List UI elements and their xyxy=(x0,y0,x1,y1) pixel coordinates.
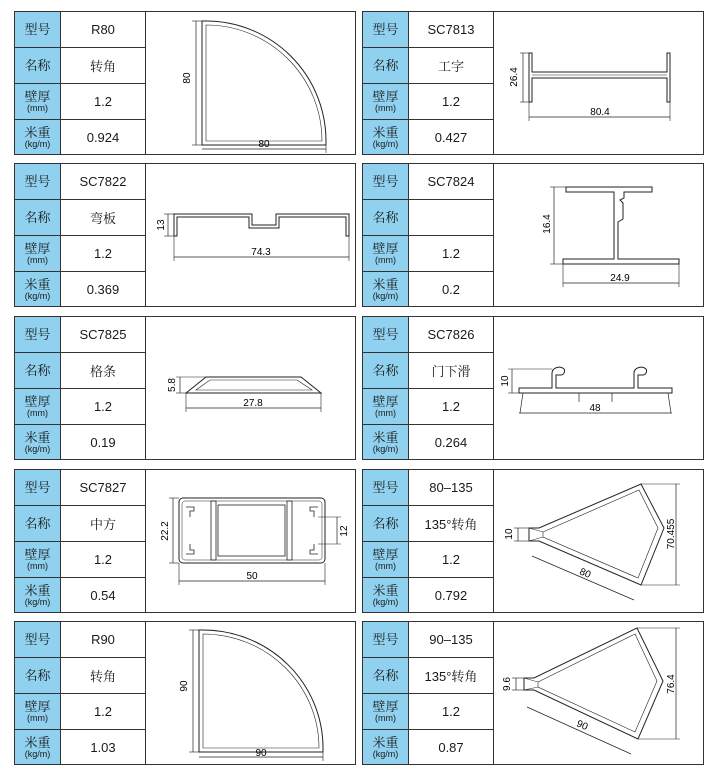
model-value: SC7826 xyxy=(427,327,475,342)
wall-label: 壁厚 xyxy=(24,241,51,256)
name-label-cell xyxy=(15,200,61,236)
wall-label-cell xyxy=(363,694,409,730)
wall-value-cell xyxy=(409,694,494,730)
wall-label: 壁厚 xyxy=(372,394,399,409)
profile-card-r90 xyxy=(14,621,356,765)
dim-length: 90 xyxy=(574,718,590,734)
profile-drawing xyxy=(146,470,355,612)
weight-label: 米重 xyxy=(372,734,399,750)
profile-outline xyxy=(199,630,323,752)
model-value-cell xyxy=(409,164,494,200)
weight-label-cell xyxy=(15,578,61,612)
name-label: 名称 xyxy=(24,363,51,378)
wall-value: 1.2 xyxy=(93,399,113,414)
profile-outline xyxy=(563,187,679,264)
profile-outline xyxy=(174,214,349,236)
wall-value-cell xyxy=(61,84,146,120)
wall-label: 壁厚 xyxy=(24,394,51,409)
name-label-cell xyxy=(363,506,409,542)
weight-value-cell xyxy=(61,730,146,764)
profile-inner xyxy=(196,380,312,390)
name-label: 名称 xyxy=(24,668,51,683)
wall-label: 壁厚 xyxy=(24,547,51,562)
wall-label-cell xyxy=(15,236,61,272)
wall-value: 1.2 xyxy=(93,704,113,719)
dim-width: 90 xyxy=(255,748,267,759)
model-value-cell xyxy=(409,470,494,506)
name-label: 名称 xyxy=(24,210,51,225)
weight-label-cell xyxy=(15,425,61,459)
model-value-cell xyxy=(61,164,146,200)
profile-card-sc7824 xyxy=(362,163,704,307)
weight-value-cell xyxy=(61,425,146,459)
weight-value: 0.924 xyxy=(86,129,120,145)
dim-height: 10 xyxy=(500,375,511,387)
wall-label-cell xyxy=(363,84,409,120)
wall-value: 1.2 xyxy=(441,94,461,109)
profile-card-sc7825 xyxy=(14,316,356,460)
model-label-cell xyxy=(15,622,61,658)
wall-value-cell xyxy=(409,84,494,120)
profile-outline xyxy=(202,21,326,145)
wall-label: 壁厚 xyxy=(372,699,399,714)
model-value-cell xyxy=(61,12,146,48)
model-label: 型号 xyxy=(24,480,51,495)
weight-label: 米重 xyxy=(372,276,399,292)
wall-value: 1.2 xyxy=(93,552,113,567)
dim-diagonal: 70.455 xyxy=(666,518,677,550)
name-label: 名称 xyxy=(24,58,51,73)
profile-outline xyxy=(519,367,672,393)
profile-drawing xyxy=(494,164,703,306)
name-value: 135°转角 xyxy=(424,517,478,532)
wall-label: 壁厚 xyxy=(372,241,399,256)
name-value-cell xyxy=(61,658,146,694)
profile-inner xyxy=(543,490,658,578)
model-value-cell xyxy=(61,622,146,658)
name-label: 名称 xyxy=(24,516,51,531)
wall-unit: (mm) xyxy=(27,713,48,723)
dim-height: 80 xyxy=(182,72,193,84)
wall-value: 1.2 xyxy=(441,246,461,261)
model-value: SC7824 xyxy=(427,174,475,189)
model-value: SC7825 xyxy=(79,327,127,342)
name-value: 转角 xyxy=(89,669,116,684)
dim-width: 80 xyxy=(258,139,270,150)
dim-width: 50 xyxy=(246,571,258,582)
model-label-cell xyxy=(363,622,409,658)
profile-drawing xyxy=(494,12,703,154)
model-value-cell xyxy=(61,470,146,506)
wall-unit: (mm) xyxy=(375,713,396,723)
dim-width: 24.9 xyxy=(610,273,630,284)
weight-value: 0.2 xyxy=(441,281,461,297)
model-label: 型号 xyxy=(24,22,51,37)
wall-unit: (mm) xyxy=(27,255,48,265)
profile-card-sc7822 xyxy=(14,163,356,307)
profile-outline xyxy=(524,628,663,739)
wall-unit: (mm) xyxy=(375,255,396,265)
name-label-cell xyxy=(15,658,61,694)
weight-value-cell xyxy=(409,578,494,612)
wall-label: 壁厚 xyxy=(24,699,51,714)
wall-label: 壁厚 xyxy=(372,89,399,104)
weight-label: 米重 xyxy=(372,582,399,598)
weight-value: 0.264 xyxy=(434,434,468,450)
weight-value-cell xyxy=(409,730,494,764)
name-label: 名称 xyxy=(372,363,399,378)
model-label: 型号 xyxy=(372,632,399,647)
weight-value: 0.427 xyxy=(434,129,468,145)
model-label-cell xyxy=(15,164,61,200)
weight-value: 0.19 xyxy=(90,434,116,450)
model-value: SC7813 xyxy=(427,22,475,37)
weight-value: 0.87 xyxy=(438,739,464,755)
wall-label-cell xyxy=(15,389,61,425)
name-value-cell xyxy=(61,200,146,236)
model-label: 型号 xyxy=(24,327,51,342)
weight-value: 0.792 xyxy=(434,587,468,603)
dim-inner: 12 xyxy=(339,525,350,537)
name-value: 弯板 xyxy=(89,211,116,226)
profile-card-80-135 xyxy=(362,469,704,613)
name-value-cell xyxy=(61,48,146,84)
wall-value-cell xyxy=(61,694,146,730)
model-label-cell xyxy=(363,317,409,353)
weight-unit: (kg/m) xyxy=(372,748,399,759)
wall-value-cell xyxy=(61,542,146,578)
weight-label-cell xyxy=(363,272,409,306)
weight-value-cell xyxy=(61,120,146,154)
model-label-cell xyxy=(363,164,409,200)
weight-label-cell xyxy=(363,730,409,764)
wall-value: 1.2 xyxy=(441,704,461,719)
dim-height: 13 xyxy=(156,219,167,231)
weight-value: 0.369 xyxy=(86,281,120,297)
profile-drawing xyxy=(146,317,355,459)
weight-unit: (kg/m) xyxy=(372,596,399,607)
profile-card-r80 xyxy=(14,11,356,155)
model-value-cell xyxy=(409,317,494,353)
weight-label: 米重 xyxy=(24,429,51,445)
name-label-cell xyxy=(15,353,61,389)
wall-value-cell xyxy=(409,236,494,272)
wall-unit: (mm) xyxy=(27,103,48,113)
weight-label-cell xyxy=(15,730,61,764)
dim-width: 48 xyxy=(589,403,601,414)
profile-drawing xyxy=(146,12,355,154)
dim-height: 5.8 xyxy=(167,378,178,392)
weight-value: 1.03 xyxy=(90,739,116,755)
profile-outline xyxy=(529,53,670,102)
model-label: 型号 xyxy=(372,22,399,37)
weight-label-cell xyxy=(15,272,61,306)
profile-card-sc7827 xyxy=(14,469,356,613)
wall-unit: (mm) xyxy=(375,408,396,418)
name-value-cell xyxy=(409,48,494,84)
weight-unit: (kg/m) xyxy=(372,443,399,454)
weight-label: 米重 xyxy=(372,124,399,140)
model-value: 80–135 xyxy=(429,480,473,495)
name-value-cell xyxy=(409,506,494,542)
name-label-cell xyxy=(363,200,409,236)
name-value-cell xyxy=(61,506,146,542)
profile-outline xyxy=(186,377,321,393)
model-label-cell xyxy=(15,470,61,506)
dim-height: 26.4 xyxy=(509,67,520,87)
name-value: 135°转角 xyxy=(424,669,478,684)
model-label-cell xyxy=(363,12,409,48)
weight-value-cell xyxy=(61,272,146,306)
profile-drawing xyxy=(494,317,703,459)
model-label-cell xyxy=(15,317,61,353)
weight-label: 米重 xyxy=(372,429,399,445)
weight-value-cell xyxy=(409,120,494,154)
profile-inner xyxy=(538,634,657,732)
name-value-cell xyxy=(409,200,494,236)
name-label-cell xyxy=(363,658,409,694)
weight-unit: (kg/m) xyxy=(24,290,51,301)
name-value-cell xyxy=(61,353,146,389)
profile-drawing xyxy=(494,622,703,764)
model-value: SC7827 xyxy=(79,480,127,495)
model-label: 型号 xyxy=(372,327,399,342)
model-label: 型号 xyxy=(372,480,399,495)
dim-height: 9.6 xyxy=(502,677,513,691)
weight-label: 米重 xyxy=(24,582,51,598)
name-label: 名称 xyxy=(372,210,399,225)
profile-card-90-135 xyxy=(362,621,704,765)
weight-unit: (kg/m) xyxy=(372,138,399,149)
profile-outline xyxy=(179,498,325,563)
wall-label-cell xyxy=(15,542,61,578)
profile-inner xyxy=(203,634,319,748)
name-label-cell xyxy=(15,48,61,84)
model-value: R90 xyxy=(91,632,115,647)
wall-value-cell xyxy=(61,236,146,272)
wall-label-cell xyxy=(15,84,61,120)
wall-unit: (mm) xyxy=(27,408,48,418)
weight-unit: (kg/m) xyxy=(24,596,51,607)
weight-label: 米重 xyxy=(24,734,51,750)
dim-height: 10 xyxy=(504,528,515,540)
model-label-cell xyxy=(15,12,61,48)
weight-label: 米重 xyxy=(24,124,51,140)
wall-label: 壁厚 xyxy=(372,547,399,562)
name-value: 格条 xyxy=(89,364,116,379)
wall-value: 1.2 xyxy=(93,94,113,109)
dim-width: 74.3 xyxy=(251,247,271,258)
dim-height: 16.4 xyxy=(542,214,553,234)
wall-label-cell xyxy=(363,542,409,578)
name-value: 门下滑 xyxy=(431,364,471,379)
dim-length: 80 xyxy=(577,566,593,581)
model-label: 型号 xyxy=(24,174,51,189)
name-label: 名称 xyxy=(372,516,399,531)
wall-value: 1.2 xyxy=(93,246,113,261)
name-label: 名称 xyxy=(372,668,399,683)
profile-card-sc7813 xyxy=(362,11,704,155)
weight-label: 米重 xyxy=(24,276,51,292)
wall-label-cell xyxy=(363,389,409,425)
weight-label-cell xyxy=(15,120,61,154)
model-value: SC7822 xyxy=(79,174,127,189)
profile-drawing xyxy=(146,622,355,764)
name-label-cell xyxy=(363,353,409,389)
wall-label-cell xyxy=(363,236,409,272)
wall-unit: (mm) xyxy=(375,103,396,113)
model-label-cell xyxy=(363,470,409,506)
weight-unit: (kg/m) xyxy=(24,748,51,759)
weight-label-cell xyxy=(363,578,409,612)
name-label-cell xyxy=(363,48,409,84)
profile-drawing xyxy=(494,470,703,612)
name-value: 工字 xyxy=(437,59,464,74)
weight-value-cell xyxy=(409,272,494,306)
wall-value-cell xyxy=(61,389,146,425)
profile-card-sc7826 xyxy=(362,316,704,460)
profile-inner xyxy=(206,25,322,141)
weight-value: 0.54 xyxy=(90,587,116,603)
model-label: 型号 xyxy=(372,174,399,189)
name-value: 转角 xyxy=(89,59,116,74)
wall-value-cell xyxy=(409,389,494,425)
wall-value-cell xyxy=(409,542,494,578)
name-value: 中方 xyxy=(89,517,116,532)
weight-label-cell xyxy=(363,425,409,459)
wall-unit: (mm) xyxy=(27,561,48,571)
model-value-cell xyxy=(61,317,146,353)
dim-width: 27.8 xyxy=(243,398,263,409)
wall-value: 1.2 xyxy=(441,552,461,567)
weight-label-cell xyxy=(363,120,409,154)
wall-value: 1.2 xyxy=(441,399,461,414)
profile-drawing xyxy=(146,164,355,306)
dim-diagonal: 76.4 xyxy=(666,674,677,694)
name-label: 名称 xyxy=(372,58,399,73)
weight-unit: (kg/m) xyxy=(372,290,399,301)
wall-label: 壁厚 xyxy=(24,89,51,104)
weight-value-cell xyxy=(61,578,146,612)
wall-label-cell xyxy=(15,694,61,730)
dim-width: 80.4 xyxy=(590,107,610,118)
model-value: 90–135 xyxy=(429,632,473,647)
dim-height: 90 xyxy=(179,680,190,692)
weight-unit: (kg/m) xyxy=(24,138,51,149)
name-value-cell xyxy=(409,353,494,389)
model-label: 型号 xyxy=(24,632,51,647)
weight-unit: (kg/m) xyxy=(24,443,51,454)
dim-height: 22.2 xyxy=(160,521,171,541)
wall-unit: (mm) xyxy=(375,561,396,571)
model-value-cell xyxy=(409,622,494,658)
weight-value-cell xyxy=(409,425,494,459)
name-value-cell xyxy=(409,658,494,694)
name-label-cell xyxy=(15,506,61,542)
model-value-cell xyxy=(409,12,494,48)
model-value: R80 xyxy=(91,22,115,37)
